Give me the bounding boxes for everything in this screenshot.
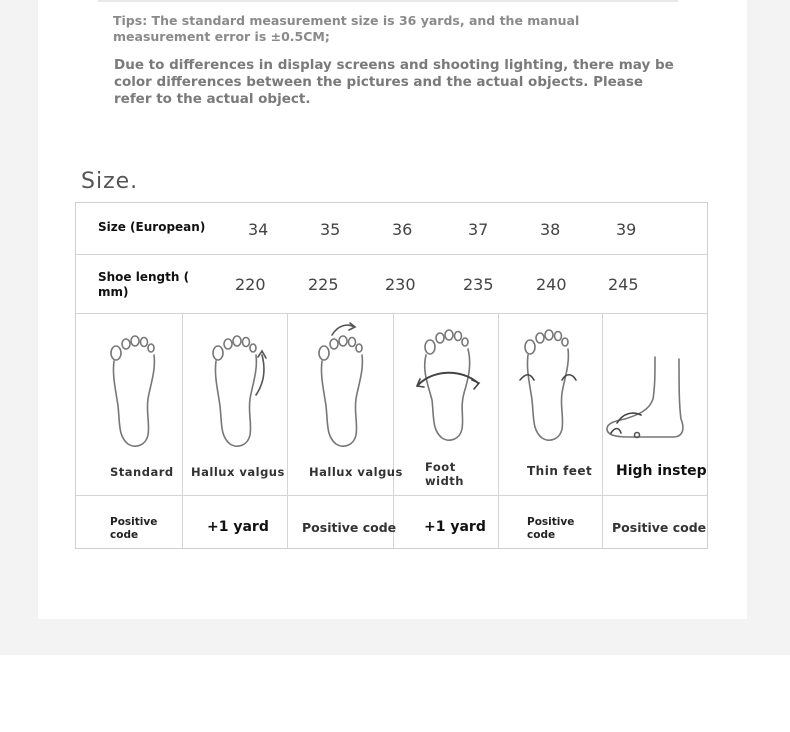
foot-type-label: Foot width: [425, 460, 464, 488]
foot-hallux-valgus-icon: [310, 315, 376, 451]
length-value: 245: [608, 275, 639, 294]
size-value: 36: [392, 220, 413, 239]
foot-thin-icon: [518, 325, 578, 451]
foot-standard-icon: [104, 331, 164, 451]
foot-hallux-valgus-icon: [206, 325, 272, 451]
recommendation-label: Positive code: [612, 520, 707, 535]
size-value: 37: [468, 220, 489, 239]
length-value: 230: [385, 275, 416, 294]
foot-type-label: Thin feet: [527, 464, 593, 478]
foot-type-label: Standard: [110, 465, 174, 479]
size-value: 39: [616, 220, 637, 239]
col-divider: [498, 313, 499, 548]
size-section-title: Size.: [81, 169, 139, 194]
recommendation-label: Positive code: [302, 520, 397, 535]
recommendation-label: +1 yard: [424, 519, 486, 535]
foot-type-label: Hallux valgus: [191, 465, 285, 479]
recommendation-label: Positive code: [110, 516, 158, 541]
divider: [98, 0, 678, 2]
color-notice: Due to differences in display screens and shooting lighting, there may be color differences between the pictures and the actual objects. Please refer to the actual object.: [114, 57, 674, 107]
foot-width-icon: [414, 325, 482, 451]
row-divider: [76, 495, 707, 496]
length-value: 240: [536, 275, 567, 294]
foot-type-label: Hallux valgus: [309, 465, 403, 479]
col-divider: [182, 313, 183, 548]
size-value: 34: [248, 220, 269, 239]
size-value: 35: [320, 220, 341, 239]
col-divider: [393, 313, 394, 548]
row-divider: [76, 254, 707, 255]
length-value: 220: [235, 275, 266, 294]
length-row-label: Shoe length ( mm): [98, 270, 190, 299]
foot-type-label: High instep: [616, 463, 707, 479]
size-row-label: Size (European): [98, 220, 206, 234]
recommendation-label: Positive code: [527, 516, 575, 541]
foot-high-instep-icon: [603, 353, 687, 443]
col-divider: [287, 313, 288, 548]
measurement-tips: Tips: The standard measurement size is 36 yards, and the manual measurement error is ±0.5CM;: [113, 13, 580, 44]
recommendation-label: +1 yard: [207, 519, 269, 535]
size-table: [75, 202, 708, 549]
length-value: 225: [308, 275, 339, 294]
length-value: 235: [463, 275, 494, 294]
size-value: 38: [540, 220, 561, 239]
row-divider: [76, 313, 707, 314]
